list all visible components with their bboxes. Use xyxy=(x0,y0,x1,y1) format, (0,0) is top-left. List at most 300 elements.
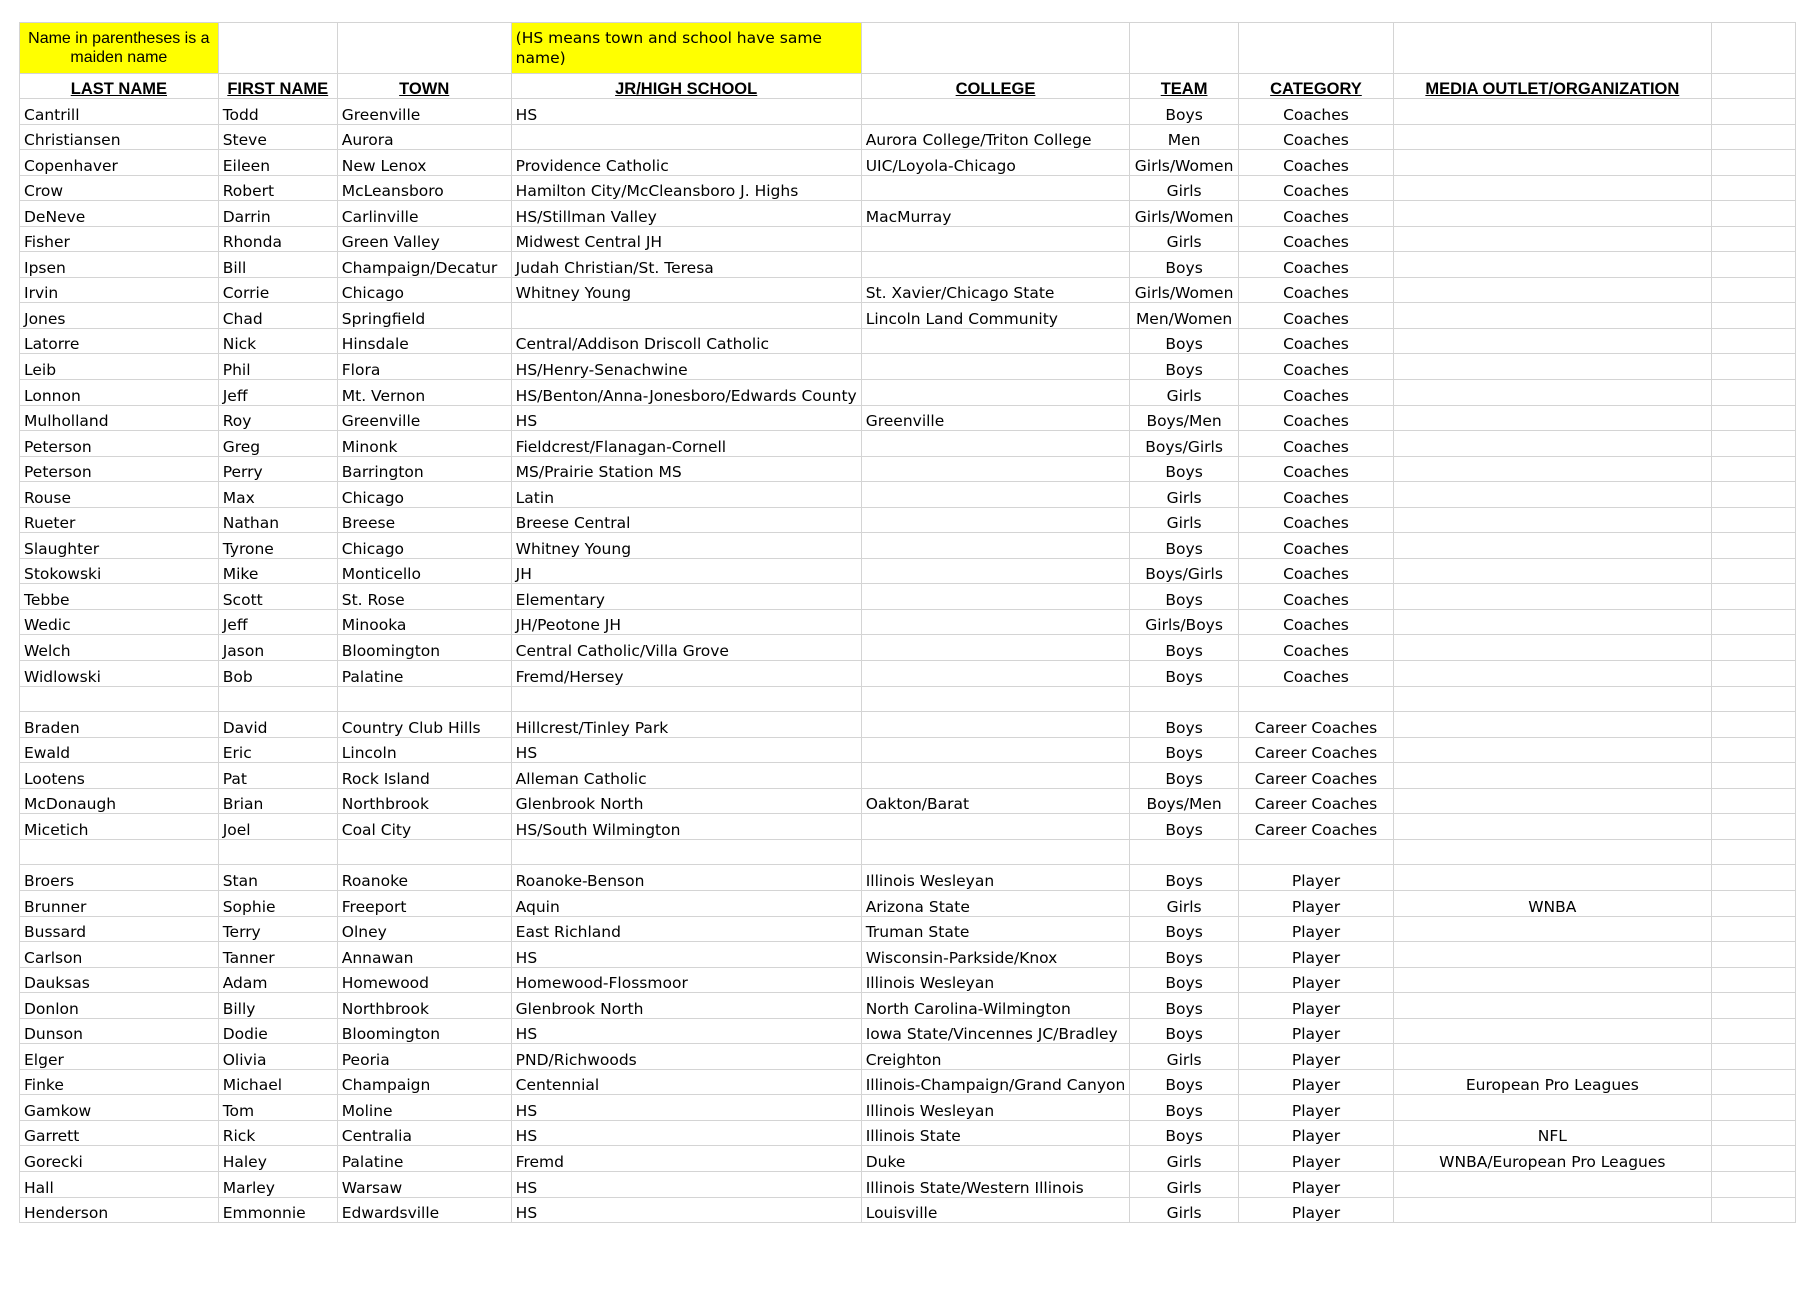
media-cell[interactable] xyxy=(1394,1171,1712,1197)
category-cell[interactable]: Coaches xyxy=(1238,533,1393,559)
first-name-cell[interactable]: Steve xyxy=(218,124,337,150)
category-cell[interactable]: Coaches xyxy=(1238,456,1393,482)
college-cell[interactable]: Iowa State/Vincennes JC/Bradley xyxy=(861,1018,1130,1044)
school-cell[interactable]: Roanoke-Benson xyxy=(511,865,861,891)
last-name-cell[interactable]: Brunner xyxy=(20,890,219,916)
first-name-cell[interactable]: Tyrone xyxy=(218,533,337,559)
college-cell[interactable]: Oakton/Barat xyxy=(861,788,1130,814)
category-cell[interactable]: Career Coaches xyxy=(1238,712,1393,738)
first-name-cell[interactable]: Darrin xyxy=(218,201,337,227)
team-cell[interactable]: Girls xyxy=(1130,482,1239,508)
cell[interactable] xyxy=(1711,916,1795,942)
town-cell[interactable]: Bloomington xyxy=(337,1018,511,1044)
team-cell[interactable]: Boys xyxy=(1130,1095,1239,1121)
cell[interactable] xyxy=(1711,328,1795,354)
last-name-cell[interactable]: Crow xyxy=(20,175,219,201)
last-name-cell[interactable]: Peterson xyxy=(20,456,219,482)
town-cell[interactable]: McLeansboro xyxy=(337,175,511,201)
team-cell[interactable]: Boys xyxy=(1130,942,1239,968)
col-header-first-name[interactable]: FIRST NAME xyxy=(218,74,337,99)
category-cell[interactable]: Coaches xyxy=(1238,507,1393,533)
college-cell[interactable]: UIC/Loyola-Chicago xyxy=(861,150,1130,176)
first-name-cell[interactable]: Rick xyxy=(218,1120,337,1146)
town-cell[interactable]: Freeport xyxy=(337,890,511,916)
team-cell[interactable]: Boys xyxy=(1130,533,1239,559)
media-cell[interactable] xyxy=(1394,431,1712,457)
media-cell[interactable] xyxy=(1394,839,1712,865)
hs-note[interactable]: (HS means town and school have same name) xyxy=(511,23,861,74)
last-name-cell[interactable]: Rouse xyxy=(20,482,219,508)
category-cell[interactable]: Coaches xyxy=(1238,201,1393,227)
first-name-cell[interactable]: Mike xyxy=(218,558,337,584)
cell[interactable] xyxy=(1711,277,1795,303)
last-name-cell[interactable]: Garrett xyxy=(20,1120,219,1146)
cell[interactable] xyxy=(1711,788,1795,814)
team-cell[interactable]: Boys/Girls xyxy=(1130,558,1239,584)
college-cell[interactable] xyxy=(861,533,1130,559)
media-cell[interactable] xyxy=(1394,150,1712,176)
team-cell[interactable] xyxy=(1130,839,1239,865)
cell[interactable] xyxy=(1711,635,1795,661)
media-cell[interactable] xyxy=(1394,609,1712,635)
cell[interactable] xyxy=(1711,609,1795,635)
cell[interactable] xyxy=(1711,763,1795,789)
school-cell[interactable]: HS/Henry-Senachwine xyxy=(511,354,861,380)
media-cell[interactable] xyxy=(1394,865,1712,891)
team-cell[interactable]: Boys xyxy=(1130,967,1239,993)
first-name-cell[interactable]: Haley xyxy=(218,1146,337,1172)
college-cell[interactable] xyxy=(861,507,1130,533)
last-name-cell[interactable]: DeNeve xyxy=(20,201,219,227)
first-name-cell[interactable]: Jeff xyxy=(218,380,337,406)
media-cell[interactable] xyxy=(1394,584,1712,610)
school-cell[interactable]: HS/Stillman Valley xyxy=(511,201,861,227)
category-cell[interactable] xyxy=(1238,839,1393,865)
team-cell[interactable]: Boys xyxy=(1130,635,1239,661)
cell[interactable] xyxy=(1711,482,1795,508)
cell[interactable] xyxy=(1711,456,1795,482)
college-cell[interactable]: Illinois State/Western Illinois xyxy=(861,1171,1130,1197)
last-name-cell[interactable]: Gamkow xyxy=(20,1095,219,1121)
first-name-cell[interactable] xyxy=(218,839,337,865)
last-name-cell[interactable]: Broers xyxy=(20,865,219,891)
first-name-cell[interactable]: Emmonnie xyxy=(218,1197,337,1223)
media-cell[interactable] xyxy=(1394,99,1712,125)
last-name-cell[interactable] xyxy=(20,839,219,865)
last-name-cell[interactable]: Cantrill xyxy=(20,99,219,125)
category-cell[interactable]: Coaches xyxy=(1238,431,1393,457)
town-cell[interactable]: Chicago xyxy=(337,482,511,508)
media-cell[interactable]: European Pro Leagues xyxy=(1394,1069,1712,1095)
team-cell[interactable]: Girls xyxy=(1130,380,1239,406)
cell[interactable] xyxy=(1711,1069,1795,1095)
college-cell[interactable] xyxy=(861,354,1130,380)
cell[interactable] xyxy=(1711,354,1795,380)
college-cell[interactable] xyxy=(861,839,1130,865)
school-cell[interactable]: Aquin xyxy=(511,890,861,916)
cell[interactable] xyxy=(218,23,337,74)
team-cell[interactable]: Boys xyxy=(1130,252,1239,278)
first-name-cell[interactable]: Nick xyxy=(218,328,337,354)
town-cell[interactable]: Minonk xyxy=(337,431,511,457)
last-name-cell[interactable]: Copenhaver xyxy=(20,150,219,176)
cell[interactable] xyxy=(1711,507,1795,533)
cell[interactable] xyxy=(1711,405,1795,431)
school-cell[interactable]: HS xyxy=(511,1171,861,1197)
town-cell[interactable]: Carlinville xyxy=(337,201,511,227)
col-header-town[interactable]: TOWN xyxy=(337,74,511,99)
media-cell[interactable] xyxy=(1394,686,1712,712)
town-cell[interactable] xyxy=(337,839,511,865)
media-cell[interactable] xyxy=(1394,507,1712,533)
cell[interactable] xyxy=(861,23,1130,74)
team-cell[interactable]: Boys/Girls xyxy=(1130,431,1239,457)
town-cell[interactable]: Palatine xyxy=(337,1146,511,1172)
last-name-cell[interactable]: Lonnon xyxy=(20,380,219,406)
media-cell[interactable] xyxy=(1394,635,1712,661)
team-cell[interactable]: Girls xyxy=(1130,175,1239,201)
cell[interactable] xyxy=(1130,23,1239,74)
media-cell[interactable] xyxy=(1394,993,1712,1019)
cell[interactable] xyxy=(1711,558,1795,584)
cell[interactable] xyxy=(1711,252,1795,278)
last-name-cell[interactable]: Finke xyxy=(20,1069,219,1095)
school-cell[interactable]: Homewood-Flossmoor xyxy=(511,967,861,993)
category-cell[interactable]: Coaches xyxy=(1238,354,1393,380)
college-cell[interactable]: Arizona State xyxy=(861,890,1130,916)
col-header-category[interactable]: CATEGORY xyxy=(1238,74,1393,99)
town-cell[interactable]: Olney xyxy=(337,916,511,942)
col-header-college[interactable]: COLLEGE xyxy=(861,74,1130,99)
town-cell[interactable]: Springfield xyxy=(337,303,511,329)
town-cell[interactable]: Flora xyxy=(337,354,511,380)
category-cell[interactable]: Player xyxy=(1238,993,1393,1019)
category-cell[interactable]: Coaches xyxy=(1238,405,1393,431)
college-cell[interactable] xyxy=(861,763,1130,789)
first-name-cell[interactable]: Joel xyxy=(218,814,337,840)
first-name-cell[interactable] xyxy=(218,686,337,712)
college-cell[interactable] xyxy=(861,328,1130,354)
category-cell[interactable]: Player xyxy=(1238,1044,1393,1070)
school-cell[interactable]: JH xyxy=(511,558,861,584)
school-cell[interactable]: Alleman Catholic xyxy=(511,763,861,789)
school-cell[interactable] xyxy=(511,839,861,865)
last-name-cell[interactable]: Rueter xyxy=(20,507,219,533)
college-cell[interactable] xyxy=(861,584,1130,610)
college-cell[interactable]: Truman State xyxy=(861,916,1130,942)
category-cell[interactable]: Coaches xyxy=(1238,99,1393,125)
school-cell[interactable]: Providence Catholic xyxy=(511,150,861,176)
category-cell[interactable]: Career Coaches xyxy=(1238,763,1393,789)
college-cell[interactable] xyxy=(861,482,1130,508)
category-cell[interactable]: Career Coaches xyxy=(1238,814,1393,840)
last-name-cell[interactable]: Ipsen xyxy=(20,252,219,278)
category-cell[interactable]: Coaches xyxy=(1238,277,1393,303)
team-cell[interactable]: Boys xyxy=(1130,584,1239,610)
school-cell[interactable]: East Richland xyxy=(511,916,861,942)
school-cell[interactable]: HS xyxy=(511,942,861,968)
last-name-cell[interactable]: Fisher xyxy=(20,226,219,252)
team-cell[interactable]: Girls xyxy=(1130,1171,1239,1197)
cell[interactable] xyxy=(1711,712,1795,738)
last-name-cell[interactable]: Wedic xyxy=(20,609,219,635)
media-cell[interactable] xyxy=(1394,226,1712,252)
first-name-cell[interactable]: Olivia xyxy=(218,1044,337,1070)
town-cell[interactable]: New Lenox xyxy=(337,150,511,176)
cell[interactable] xyxy=(1711,74,1795,99)
last-name-cell[interactable]: Slaughter xyxy=(20,533,219,559)
first-name-cell[interactable]: David xyxy=(218,712,337,738)
last-name-cell[interactable]: Welch xyxy=(20,635,219,661)
college-cell[interactable]: Creighton xyxy=(861,1044,1130,1070)
category-cell[interactable]: Player xyxy=(1238,1171,1393,1197)
last-name-cell[interactable]: Donlon xyxy=(20,993,219,1019)
team-cell[interactable]: Boys/Men xyxy=(1130,405,1239,431)
school-cell[interactable]: Whitney Young xyxy=(511,277,861,303)
college-cell[interactable] xyxy=(861,431,1130,457)
media-cell[interactable] xyxy=(1394,967,1712,993)
cell[interactable] xyxy=(1711,23,1795,74)
media-cell[interactable] xyxy=(1394,1018,1712,1044)
team-cell[interactable]: Girls/Boys xyxy=(1130,609,1239,635)
college-cell[interactable] xyxy=(861,661,1130,687)
school-cell[interactable]: HS xyxy=(511,405,861,431)
team-cell[interactable]: Girls xyxy=(1130,507,1239,533)
cell[interactable] xyxy=(1711,124,1795,150)
team-cell[interactable]: Boys xyxy=(1130,737,1239,763)
team-cell[interactable]: Girls xyxy=(1130,226,1239,252)
college-cell[interactable]: Louisville xyxy=(861,1197,1130,1223)
school-cell[interactable]: HS/Benton/Anna-Jonesboro/Edwards County xyxy=(511,380,861,406)
cell[interactable] xyxy=(1711,1146,1795,1172)
college-cell[interactable]: Illinois Wesleyan xyxy=(861,1095,1130,1121)
category-cell[interactable]: Player xyxy=(1238,942,1393,968)
category-cell[interactable]: Coaches xyxy=(1238,558,1393,584)
town-cell[interactable]: St. Rose xyxy=(337,584,511,610)
team-cell[interactable]: Boys xyxy=(1130,763,1239,789)
college-cell[interactable]: Lincoln Land Community xyxy=(861,303,1130,329)
school-cell[interactable]: JH/Peotone JH xyxy=(511,609,861,635)
team-cell[interactable]: Girls/Women xyxy=(1130,150,1239,176)
last-name-cell[interactable]: Peterson xyxy=(20,431,219,457)
media-cell[interactable] xyxy=(1394,405,1712,431)
category-cell[interactable]: Career Coaches xyxy=(1238,788,1393,814)
town-cell[interactable]: Coal City xyxy=(337,814,511,840)
school-cell[interactable] xyxy=(511,686,861,712)
college-cell[interactable]: Greenville xyxy=(861,405,1130,431)
media-cell[interactable] xyxy=(1394,661,1712,687)
last-name-cell[interactable]: Leib xyxy=(20,354,219,380)
college-cell[interactable]: Wisconsin-Parkside/Knox xyxy=(861,942,1130,968)
town-cell[interactable]: Champaign xyxy=(337,1069,511,1095)
college-cell[interactable] xyxy=(861,609,1130,635)
first-name-cell[interactable]: Pat xyxy=(218,763,337,789)
cell[interactable] xyxy=(1711,533,1795,559)
category-cell[interactable]: Coaches xyxy=(1238,380,1393,406)
last-name-cell[interactable]: Bussard xyxy=(20,916,219,942)
team-cell[interactable]: Boys xyxy=(1130,354,1239,380)
media-cell[interactable] xyxy=(1394,712,1712,738)
team-cell[interactable]: Girls xyxy=(1130,890,1239,916)
media-cell[interactable] xyxy=(1394,942,1712,968)
college-cell[interactable] xyxy=(861,175,1130,201)
last-name-cell[interactable]: Henderson xyxy=(20,1197,219,1223)
cell[interactable] xyxy=(1711,967,1795,993)
town-cell[interactable]: Greenville xyxy=(337,99,511,125)
college-cell[interactable] xyxy=(861,226,1130,252)
first-name-cell[interactable]: Sophie xyxy=(218,890,337,916)
first-name-cell[interactable]: Brian xyxy=(218,788,337,814)
media-cell[interactable]: WNBA xyxy=(1394,890,1712,916)
town-cell[interactable]: Warsaw xyxy=(337,1171,511,1197)
media-cell[interactable] xyxy=(1394,277,1712,303)
school-cell[interactable]: HS xyxy=(511,1197,861,1223)
category-cell[interactable]: Player xyxy=(1238,865,1393,891)
last-name-cell[interactable]: Latorre xyxy=(20,328,219,354)
cell[interactable] xyxy=(1711,865,1795,891)
category-cell[interactable]: Coaches xyxy=(1238,226,1393,252)
college-cell[interactable] xyxy=(861,558,1130,584)
cell[interactable] xyxy=(1711,686,1795,712)
media-cell[interactable] xyxy=(1394,175,1712,201)
school-cell[interactable]: Hillcrest/Tinley Park xyxy=(511,712,861,738)
category-cell[interactable]: Coaches xyxy=(1238,175,1393,201)
cell[interactable] xyxy=(1711,814,1795,840)
last-name-cell[interactable]: Widlowski xyxy=(20,661,219,687)
town-cell[interactable]: Rock Island xyxy=(337,763,511,789)
college-cell[interactable]: North Carolina-Wilmington xyxy=(861,993,1130,1019)
media-cell[interactable] xyxy=(1394,252,1712,278)
col-header-school[interactable]: JR/HIGH SCHOOL xyxy=(511,74,861,99)
college-cell[interactable]: Illinois State xyxy=(861,1120,1130,1146)
last-name-cell[interactable]: Christiansen xyxy=(20,124,219,150)
college-cell[interactable]: St. Xavier/Chicago State xyxy=(861,277,1130,303)
category-cell[interactable]: Coaches xyxy=(1238,252,1393,278)
town-cell[interactable]: Lincoln xyxy=(337,737,511,763)
category-cell[interactable]: Player xyxy=(1238,1069,1393,1095)
first-name-cell[interactable]: Roy xyxy=(218,405,337,431)
category-cell[interactable]: Player xyxy=(1238,967,1393,993)
school-cell[interactable]: Elementary xyxy=(511,584,861,610)
first-name-cell[interactable]: Max xyxy=(218,482,337,508)
town-cell[interactable]: Chicago xyxy=(337,277,511,303)
last-name-cell[interactable]: Hall xyxy=(20,1171,219,1197)
category-cell[interactable]: Player xyxy=(1238,1095,1393,1121)
cell[interactable] xyxy=(1711,737,1795,763)
school-cell[interactable]: Centennial xyxy=(511,1069,861,1095)
media-cell[interactable] xyxy=(1394,456,1712,482)
team-cell[interactable]: Boys xyxy=(1130,1069,1239,1095)
school-cell[interactable]: PND/Richwoods xyxy=(511,1044,861,1070)
school-cell[interactable]: Glenbrook North xyxy=(511,788,861,814)
town-cell[interactable]: Chicago xyxy=(337,533,511,559)
town-cell[interactable]: Bloomington xyxy=(337,635,511,661)
media-cell[interactable] xyxy=(1394,737,1712,763)
team-cell[interactable]: Boys xyxy=(1130,916,1239,942)
town-cell[interactable]: Hinsdale xyxy=(337,328,511,354)
team-cell[interactable]: Boys xyxy=(1130,1018,1239,1044)
school-cell[interactable] xyxy=(511,124,861,150)
college-cell[interactable] xyxy=(861,456,1130,482)
team-cell[interactable]: Boys xyxy=(1130,456,1239,482)
school-cell[interactable]: Judah Christian/St. Teresa xyxy=(511,252,861,278)
first-name-cell[interactable]: Greg xyxy=(218,431,337,457)
first-name-cell[interactable]: Todd xyxy=(218,99,337,125)
team-cell[interactable]: Boys/Men xyxy=(1130,788,1239,814)
school-cell[interactable]: HS xyxy=(511,737,861,763)
town-cell[interactable]: Barrington xyxy=(337,456,511,482)
town-cell[interactable]: Northbrook xyxy=(337,788,511,814)
town-cell[interactable]: Monticello xyxy=(337,558,511,584)
cell[interactable] xyxy=(1711,890,1795,916)
media-cell[interactable] xyxy=(1394,558,1712,584)
last-name-cell[interactable]: Micetich xyxy=(20,814,219,840)
town-cell[interactable]: Northbrook xyxy=(337,993,511,1019)
category-cell[interactable]: Coaches xyxy=(1238,609,1393,635)
first-name-cell[interactable]: Perry xyxy=(218,456,337,482)
first-name-cell[interactable]: Stan xyxy=(218,865,337,891)
college-cell[interactable] xyxy=(861,814,1130,840)
team-cell[interactable]: Men xyxy=(1130,124,1239,150)
last-name-cell[interactable]: Jones xyxy=(20,303,219,329)
cell[interactable] xyxy=(1711,1197,1795,1223)
media-cell[interactable] xyxy=(1394,1044,1712,1070)
college-cell[interactable] xyxy=(861,686,1130,712)
college-cell[interactable] xyxy=(861,712,1130,738)
first-name-cell[interactable]: Nathan xyxy=(218,507,337,533)
cell[interactable] xyxy=(1711,942,1795,968)
school-cell[interactable]: Fremd xyxy=(511,1146,861,1172)
first-name-cell[interactable]: Michael xyxy=(218,1069,337,1095)
school-cell[interactable]: Central/Addison Driscoll Catholic xyxy=(511,328,861,354)
school-cell[interactable]: Central Catholic/Villa Grove xyxy=(511,635,861,661)
first-name-cell[interactable]: Jason xyxy=(218,635,337,661)
team-cell[interactable]: Boys xyxy=(1130,1120,1239,1146)
media-cell[interactable] xyxy=(1394,1197,1712,1223)
first-name-cell[interactable]: Jeff xyxy=(218,609,337,635)
town-cell[interactable]: Edwardsville xyxy=(337,1197,511,1223)
cell[interactable] xyxy=(1711,99,1795,125)
last-name-cell[interactable] xyxy=(20,686,219,712)
category-cell[interactable]: Coaches xyxy=(1238,150,1393,176)
school-cell[interactable] xyxy=(511,303,861,329)
cell[interactable] xyxy=(1711,226,1795,252)
media-cell[interactable] xyxy=(1394,328,1712,354)
team-cell[interactable]: Boys xyxy=(1130,328,1239,354)
cell[interactable] xyxy=(1238,23,1393,74)
category-cell[interactable]: Player xyxy=(1238,1146,1393,1172)
first-name-cell[interactable]: Adam xyxy=(218,967,337,993)
media-cell[interactable] xyxy=(1394,533,1712,559)
college-cell[interactable]: Duke xyxy=(861,1146,1130,1172)
category-cell[interactable]: Career Coaches xyxy=(1238,737,1393,763)
media-cell[interactable] xyxy=(1394,303,1712,329)
col-header-media[interactable]: MEDIA OUTLET/ORGANIZATION xyxy=(1394,74,1712,99)
school-cell[interactable]: HS xyxy=(511,1095,861,1121)
town-cell[interactable]: Annawan xyxy=(337,942,511,968)
last-name-cell[interactable]: Ewald xyxy=(20,737,219,763)
first-name-cell[interactable]: Phil xyxy=(218,354,337,380)
cell[interactable] xyxy=(1711,431,1795,457)
category-cell[interactable]: Player xyxy=(1238,916,1393,942)
category-cell[interactable]: Player xyxy=(1238,1018,1393,1044)
team-cell[interactable]: Men/Women xyxy=(1130,303,1239,329)
first-name-cell[interactable]: Terry xyxy=(218,916,337,942)
cell[interactable] xyxy=(1711,380,1795,406)
media-cell[interactable] xyxy=(1394,380,1712,406)
first-name-cell[interactable]: Eric xyxy=(218,737,337,763)
cell[interactable] xyxy=(1711,1120,1795,1146)
